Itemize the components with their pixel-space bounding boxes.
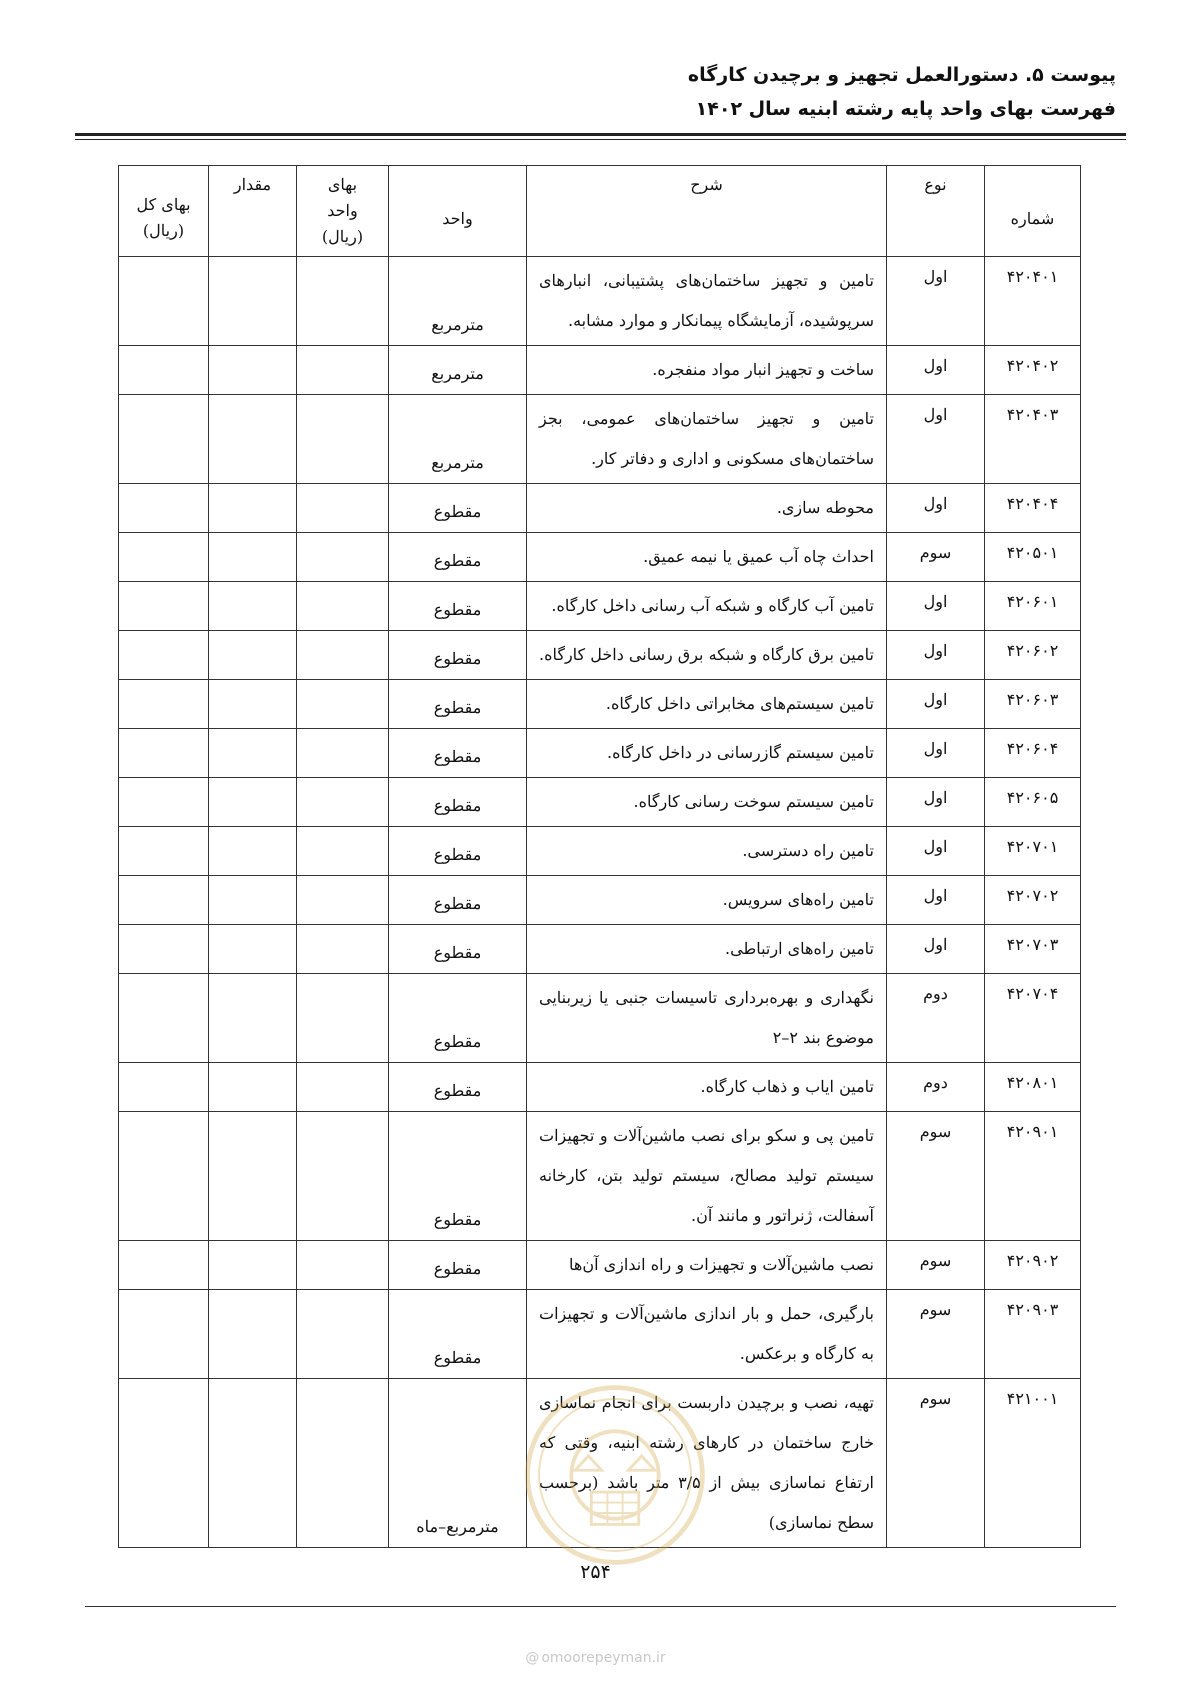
cell-quantity xyxy=(209,778,297,827)
cell-unit: مقطوع xyxy=(389,1290,527,1379)
cell-type: سوم xyxy=(887,1379,985,1548)
cell-total-price xyxy=(119,729,209,778)
cell-type: اول xyxy=(887,395,985,484)
cell-type: اول xyxy=(887,876,985,925)
cell-number: ۴۲۰۶۰۲ xyxy=(985,631,1081,680)
cell-total-price xyxy=(119,582,209,631)
cell-type: سوم xyxy=(887,533,985,582)
header-title: پیوست ۵. دستورالعمل تجهیز و برچیدن کارگاه xyxy=(687,64,1116,86)
cell-total-price xyxy=(119,1063,209,1112)
cell-number: ۴۲۰۶۰۱ xyxy=(985,582,1081,631)
table-row xyxy=(119,827,1081,876)
cell-unit: مقطوع xyxy=(389,729,527,778)
cell-unit-price xyxy=(297,582,389,631)
cell-number: ۴۲۰۷۰۲ xyxy=(985,876,1081,925)
cell-total-price xyxy=(119,395,209,484)
cell-unit: مقطوع xyxy=(389,925,527,974)
cell-description: تامین راه‌های سرویس. xyxy=(527,876,887,925)
cell-total-price xyxy=(119,974,209,1063)
cell-unit-price xyxy=(297,1241,389,1290)
cell-unit: مقطوع xyxy=(389,582,527,631)
table-row xyxy=(119,1112,1081,1241)
cell-unit-price xyxy=(297,876,389,925)
cell-quantity xyxy=(209,1290,297,1379)
table-row xyxy=(119,974,1081,1063)
cell-total-price xyxy=(119,346,209,395)
cell-number: ۴۲۰۵۰۱ xyxy=(985,533,1081,582)
cell-quantity xyxy=(209,974,297,1063)
cell-description: تامین و تجهیز ساختمان‌های پشتیبانی، انبارهای سرپوشیده، آزمایشگاه پیمانکار و موارد مشابه. xyxy=(527,257,887,346)
cell-quantity xyxy=(209,582,297,631)
cell-number: ۴۲۰۶۰۴ xyxy=(985,729,1081,778)
footer-site xyxy=(0,1650,1191,1666)
cell-description: تامین پی و سکو برای نصب ماشین‌آلات و تجهیزات سیستم تولید مصالح، سیستم تولید بتن، کارخانه آسفالت، ژنراتور و مانند آن. xyxy=(527,1112,887,1241)
cell-description: تامین آب کارگاه و شبکه آب رسانی داخل کارگاه. xyxy=(527,582,887,631)
cell-unit-price xyxy=(297,1290,389,1379)
table-row xyxy=(119,680,1081,729)
at-sign-icon: @ xyxy=(525,1650,540,1666)
cell-number: ۴۲۰۴۰۴ xyxy=(985,484,1081,533)
cell-unit: مقطوع xyxy=(389,1241,527,1290)
header-unit-price xyxy=(297,166,389,257)
table-row xyxy=(119,1063,1081,1112)
cell-unit-price xyxy=(297,257,389,346)
page-header xyxy=(75,58,1116,126)
cell-quantity xyxy=(209,876,297,925)
cell-type: دوم xyxy=(887,974,985,1063)
cell-total-price xyxy=(119,1290,209,1379)
footer-site-text: omoorepeyman.ir xyxy=(541,1650,666,1666)
table-row xyxy=(119,1290,1081,1379)
cell-number: ۴۲۰۹۰۲ xyxy=(985,1241,1081,1290)
cell-number: ۴۲۰۸۰۱ xyxy=(985,1063,1081,1112)
cell-description: تامین برق کارگاه و شبکه برق رسانی داخل کارگاه. xyxy=(527,631,887,680)
cell-quantity xyxy=(209,1112,297,1241)
table-row xyxy=(119,729,1081,778)
cell-unit-price xyxy=(297,1112,389,1241)
cell-description: تامین ایاب و ذهاب کارگاه. xyxy=(527,1063,887,1112)
cell-unit: مقطوع xyxy=(389,484,527,533)
cell-total-price xyxy=(119,1241,209,1290)
cell-number: ۴۲۰۷۰۴ xyxy=(985,974,1081,1063)
cell-unit: مترمربع xyxy=(389,257,527,346)
header-description: شرح xyxy=(527,166,887,257)
cell-total-price xyxy=(119,925,209,974)
cell-type: اول xyxy=(887,582,985,631)
cell-quantity xyxy=(209,533,297,582)
cell-number: ۴۲۰۴۰۱ xyxy=(985,257,1081,346)
header-type: نوع xyxy=(887,166,985,257)
cell-unit: مترمربع xyxy=(389,346,527,395)
cell-type: اول xyxy=(887,827,985,876)
table-row xyxy=(119,631,1081,680)
price-list-table xyxy=(118,165,1081,1548)
table-row xyxy=(119,533,1081,582)
cell-unit: مترمربع–ماه xyxy=(389,1379,527,1548)
cell-unit-price xyxy=(297,778,389,827)
cell-unit-price xyxy=(297,346,389,395)
header-unit-price-line: بهای xyxy=(327,175,358,194)
cell-quantity xyxy=(209,1063,297,1112)
cell-number: ۴۲۰۴۰۲ xyxy=(985,346,1081,395)
cell-quantity xyxy=(209,680,297,729)
cell-total-price xyxy=(119,876,209,925)
table-row xyxy=(119,346,1081,395)
cell-description: تامین سیستم‌های مخابراتی داخل کارگاه. xyxy=(527,680,887,729)
cell-unit-price xyxy=(297,484,389,533)
cell-number: ۴۲۰۹۰۱ xyxy=(985,1112,1081,1241)
cell-total-price xyxy=(119,257,209,346)
cell-unit: مقطوع xyxy=(389,680,527,729)
cell-type: اول xyxy=(887,729,985,778)
cell-quantity xyxy=(209,631,297,680)
cell-number: ۴۲۰۹۰۳ xyxy=(985,1290,1081,1379)
header-number: شماره xyxy=(985,166,1081,257)
cell-type: اول xyxy=(887,631,985,680)
cell-description: تهیه، نصب و برچیدن داربست برای انجام نماسازی خارج ساختمان در کارهای رشته ابنیه، وقتی که ارتفاع نماسازی بیش از ۳/۵ متر باشد (برحسب سطح نماسازی) xyxy=(527,1379,887,1548)
cell-quantity xyxy=(209,395,297,484)
table-header-row xyxy=(119,166,1081,257)
cell-type: سوم xyxy=(887,1112,985,1241)
cell-unit-price xyxy=(297,631,389,680)
header-unit: واحد xyxy=(389,166,527,257)
cell-number: ۴۲۰۴۰۳ xyxy=(985,395,1081,484)
cell-unit: مقطوع xyxy=(389,1063,527,1112)
cell-quantity xyxy=(209,827,297,876)
cell-total-price xyxy=(119,631,209,680)
cell-unit: مقطوع xyxy=(389,974,527,1063)
cell-unit-price xyxy=(297,729,389,778)
cell-quantity xyxy=(209,925,297,974)
table-row xyxy=(119,1379,1081,1548)
cell-description: احداث چاه آب عمیق یا نیمه عمیق. xyxy=(527,533,887,582)
cell-quantity xyxy=(209,484,297,533)
cell-number: ۴۲۰۶۰۵ xyxy=(985,778,1081,827)
cell-unit: مقطوع xyxy=(389,533,527,582)
cell-unit-price xyxy=(297,1063,389,1112)
cell-type: اول xyxy=(887,680,985,729)
cell-number: ۴۲۱۰۰۱ xyxy=(985,1379,1081,1548)
cell-unit: مقطوع xyxy=(389,631,527,680)
cell-total-price xyxy=(119,1379,209,1548)
cell-unit-price xyxy=(297,925,389,974)
cell-quantity xyxy=(209,346,297,395)
page-number: ۲۵۴ xyxy=(580,1561,611,1583)
cell-unit: مقطوع xyxy=(389,1112,527,1241)
cell-description: نصب ماشین‌آلات و تجهیزات و راه اندازی آن‌ها xyxy=(527,1241,887,1290)
header-total-price xyxy=(119,166,209,257)
cell-unit-price xyxy=(297,395,389,484)
cell-total-price xyxy=(119,484,209,533)
table-row xyxy=(119,1241,1081,1290)
cell-quantity xyxy=(209,1241,297,1290)
cell-unit-price xyxy=(297,827,389,876)
cell-type: اول xyxy=(887,257,985,346)
header-rule-thick xyxy=(75,133,1126,136)
cell-description: تامین و تجهیز ساختمان‌های عمومی، بجز ساختمان‌های مسکونی و اداری و دفاتر کار. xyxy=(527,395,887,484)
cell-quantity xyxy=(209,1379,297,1548)
header-total-price-line: بهای کل xyxy=(136,195,191,214)
cell-total-price xyxy=(119,1112,209,1241)
cell-description: ساخت و تجهیز انبار مواد منفجره. xyxy=(527,346,887,395)
table-row xyxy=(119,778,1081,827)
cell-description: تامین راه دسترسی. xyxy=(527,827,887,876)
cell-number: ۴۲۰۶۰۳ xyxy=(985,680,1081,729)
cell-type: اول xyxy=(887,346,985,395)
cell-type: اول xyxy=(887,925,985,974)
cell-unit-price xyxy=(297,533,389,582)
cell-type: اول xyxy=(887,484,985,533)
cell-description: تامین سیستم گازرسانی در داخل کارگاه. xyxy=(527,729,887,778)
cell-type: دوم xyxy=(887,1063,985,1112)
cell-unit: مترمربع xyxy=(389,395,527,484)
table-row xyxy=(119,484,1081,533)
cell-quantity xyxy=(209,729,297,778)
header-total-price-line: (ریال) xyxy=(142,221,185,240)
cell-total-price xyxy=(119,778,209,827)
header-unit-price-line: (ریال) xyxy=(321,227,364,246)
cell-quantity xyxy=(209,257,297,346)
footer-rule xyxy=(85,1606,1116,1607)
cell-unit: مقطوع xyxy=(389,778,527,827)
cell-type: سوم xyxy=(887,1290,985,1379)
table-row xyxy=(119,257,1081,346)
cell-description: تامین سیستم سوخت رسانی کارگاه. xyxy=(527,778,887,827)
cell-description: محوطه سازی. xyxy=(527,484,887,533)
header-quantity: مقدار xyxy=(209,166,297,257)
cell-type: سوم xyxy=(887,1241,985,1290)
table-row xyxy=(119,395,1081,484)
cell-unit-price xyxy=(297,1379,389,1548)
cell-unit-price xyxy=(297,974,389,1063)
header-rule-thin xyxy=(75,139,1126,140)
cell-number: ۴۲۰۷۰۳ xyxy=(985,925,1081,974)
cell-description: تامین راه‌های ارتباطی. xyxy=(527,925,887,974)
cell-number: ۴۲۰۷۰۱ xyxy=(985,827,1081,876)
cell-unit: مقطوع xyxy=(389,827,527,876)
header-unit-price-line: واحد xyxy=(327,201,358,220)
cell-unit: مقطوع xyxy=(389,876,527,925)
cell-total-price xyxy=(119,680,209,729)
table-body xyxy=(119,257,1081,1548)
table-row xyxy=(119,876,1081,925)
table-row xyxy=(119,582,1081,631)
cell-unit-price xyxy=(297,680,389,729)
table-row xyxy=(119,925,1081,974)
header-subtitle: فهرست بهای واحد پایه رشته ابنیه سال ۱۴۰۲ xyxy=(695,98,1116,120)
cell-total-price xyxy=(119,827,209,876)
cell-total-price xyxy=(119,533,209,582)
cell-type: اول xyxy=(887,778,985,827)
cell-description: بارگیری، حمل و بار اندازی ماشین‌آلات و تجهیزات به کارگاه و برعکس. xyxy=(527,1290,887,1379)
cell-description: نگهداری و بهره‌برداری تاسیسات جنبی یا زیربنایی موضوع بند ۲–۲ xyxy=(527,974,887,1063)
